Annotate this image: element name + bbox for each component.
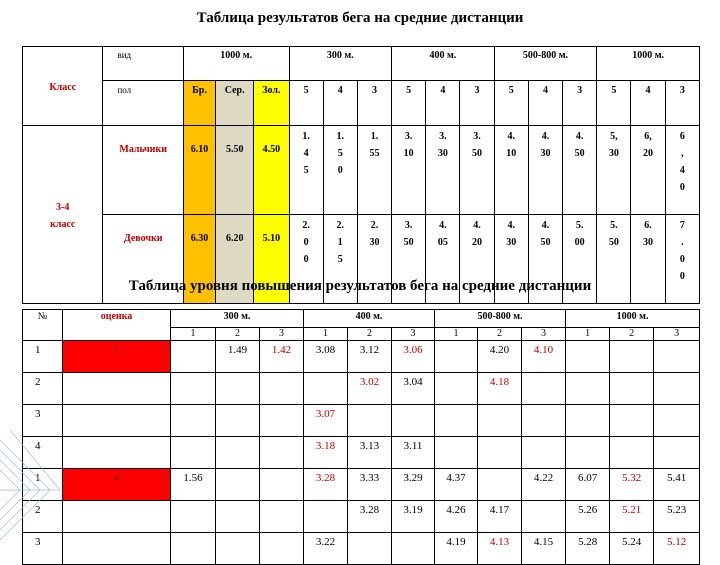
result-cell: 3.07 [304, 405, 348, 437]
result-cell [566, 341, 610, 373]
result-cell [654, 373, 700, 405]
girls-result-cell: 4. 05 [426, 215, 460, 304]
result-cell [304, 501, 348, 533]
result-cell: 5.24 [610, 533, 654, 565]
girls-result-cell: 2. 1 5 [323, 215, 357, 304]
dist-header-300: 300 м. [289, 47, 392, 81]
attempt-number-header: 2 [216, 328, 260, 341]
pol-label: пол [103, 81, 183, 126]
grade-header: 5 [289, 81, 323, 126]
grade-header: 4 [323, 81, 357, 126]
dist-header-1000a: 1000 м. [183, 47, 289, 81]
attempt-number-header: 1 [304, 328, 348, 341]
girls-result-cell: 4. 50 [528, 215, 562, 304]
boys-label: Мальчики [103, 126, 183, 215]
girls-result-cell: 2. 0 0 [289, 215, 323, 304]
improvement-table [22, 309, 700, 565]
result-cell: 5.28 [566, 533, 610, 565]
result-cell: 5.12 [654, 533, 700, 565]
result-cell: 3.08 [304, 341, 348, 373]
result-cell: 3.28 [304, 469, 348, 501]
boys-result-cell: 6 , 4 0 [665, 126, 699, 215]
result-cell [171, 373, 216, 405]
result-cell: 4.19 [435, 533, 478, 565]
girls-bronze: 6.30 [183, 215, 215, 304]
grade-header: 5 [392, 81, 426, 126]
results-table [22, 46, 700, 304]
girls-result-cell: 4. 20 [460, 215, 494, 304]
result-cell: 4.10 [522, 341, 566, 373]
result-cell: 3.13 [348, 437, 392, 469]
result-cell: 3.22 [304, 533, 348, 565]
class-header: Класс [23, 47, 103, 126]
grade-col-header: оценка [63, 310, 171, 341]
result-cell: 5.21 [610, 501, 654, 533]
result-cell [392, 405, 435, 437]
result-cell [260, 469, 304, 501]
boys-result-cell: 3. 30 [426, 126, 460, 215]
table-row [23, 437, 700, 469]
row-number: 2 [23, 373, 63, 405]
boys-result-cell: 3. 10 [392, 126, 426, 215]
row-number: 1 [23, 469, 63, 501]
boys-result-cell: 1. 5 0 [323, 126, 357, 215]
grade-header: 4 [528, 81, 562, 126]
result-cell [260, 373, 304, 405]
result-cell: 4.18 [478, 373, 522, 405]
t2-dist-400: 400 м. [304, 310, 435, 328]
result-cell [260, 405, 304, 437]
boys-silver: 5.50 [216, 126, 254, 215]
result-cell [435, 373, 478, 405]
result-cell [216, 501, 260, 533]
grade-header: 5 [494, 81, 528, 126]
boys-result-cell: 4. 50 [563, 126, 597, 215]
grade-cell [63, 437, 171, 469]
result-cell [566, 373, 610, 405]
attempt-number-header: 3 [392, 328, 435, 341]
medal-bronze: Бр. [183, 81, 215, 126]
result-cell: 3.11 [392, 437, 435, 469]
result-cell: 4.13 [478, 533, 522, 565]
grade-header: 3 [460, 81, 494, 126]
result-cell: 4.17 [478, 501, 522, 533]
girls-result-cell: 4. 30 [494, 215, 528, 304]
attempt-number-header: 1 [435, 328, 478, 341]
grade-header: 5 [597, 81, 631, 126]
result-cell [216, 437, 260, 469]
attempt-number-header: 2 [610, 328, 654, 341]
result-cell [566, 405, 610, 437]
table2-title: Таблица уровня повышения результатов бега на средние дистанции [128, 278, 592, 294]
grade-header: 3 [357, 81, 391, 126]
result-cell: 3.28 [348, 501, 392, 533]
result-cell [392, 533, 435, 565]
result-cell [216, 373, 260, 405]
attempt-number-header: 3 [654, 328, 700, 341]
result-cell: 1.56 [171, 469, 216, 501]
t2-dist-500-800: 500-800 м. [435, 310, 566, 328]
row-number: 3 [23, 533, 63, 565]
boys-result-cell: 4. 10 [494, 126, 528, 215]
girls-result-cell: 5. 00 [563, 215, 597, 304]
row-number: 4 [23, 437, 63, 469]
class-value: 3-4 класс [23, 126, 103, 304]
table-row [23, 533, 700, 565]
result-cell: 3.18 [304, 437, 348, 469]
attempt-number-header: 1 [566, 328, 610, 341]
boys-gold: 4.50 [254, 126, 289, 215]
result-cell: 5.41 [654, 469, 700, 501]
table-row [23, 373, 700, 405]
boys-result-cell: 5, 30 [597, 126, 631, 215]
girls-result-cell: 6. 30 [631, 215, 665, 304]
result-cell: 3.29 [392, 469, 435, 501]
result-cell [216, 533, 260, 565]
row-number: 2 [23, 501, 63, 533]
result-cell [260, 533, 304, 565]
result-cell [304, 373, 348, 405]
girls-result-cell: 5. 50 [597, 215, 631, 304]
num-header: № [23, 310, 63, 341]
result-cell [654, 341, 700, 373]
grade-cell [63, 533, 171, 565]
result-cell: 3.12 [348, 341, 392, 373]
t2-dist-300: 300 м. [171, 310, 304, 328]
result-cell [435, 437, 478, 469]
boys-result-cell: 1. 55 [357, 126, 391, 215]
result-cell [435, 341, 478, 373]
result-cell [522, 373, 566, 405]
result-cell [216, 405, 260, 437]
result-cell [348, 405, 392, 437]
boys-result-cell: 3. 50 [460, 126, 494, 215]
result-cell: 4.20 [478, 341, 522, 373]
result-cell [522, 405, 566, 437]
result-cell: 4.26 [435, 501, 478, 533]
girls-result-cell: 3. 50 [392, 215, 426, 304]
result-cell: 3.19 [392, 501, 435, 533]
result-cell: 3.02 [348, 373, 392, 405]
result-cell [610, 373, 654, 405]
result-cell [171, 437, 216, 469]
grade-cell [63, 501, 171, 533]
result-cell: 4.37 [435, 469, 478, 501]
boys-result-cell: 4. 30 [528, 126, 562, 215]
boys-result-cell: 6, 20 [631, 126, 665, 215]
table1-title: Таблица результатов бега на средние дистанции [196, 10, 524, 26]
grade-cell: 5 [63, 341, 171, 373]
result-cell: 5.26 [566, 501, 610, 533]
result-cell [171, 533, 216, 565]
girls-silver: 6.20 [216, 215, 254, 304]
result-cell: 4.22 [522, 469, 566, 501]
girls-gold: 5.10 [254, 215, 289, 304]
result-cell: 3.04 [392, 373, 435, 405]
result-cell [478, 405, 522, 437]
result-cell: 6.07 [566, 469, 610, 501]
medal-silver: Сер. [216, 81, 254, 126]
result-cell [522, 437, 566, 469]
decorative-pattern [0, 430, 60, 540]
medal-gold: Зол. [254, 81, 289, 126]
result-cell: 1.42 [260, 341, 304, 373]
result-cell [654, 437, 700, 469]
result-cell [566, 437, 610, 469]
boys-result-cell: 1. 4 5 [289, 126, 323, 215]
result-cell [216, 469, 260, 501]
result-cell: 1.49 [216, 341, 260, 373]
result-cell [171, 501, 216, 533]
grade-cell: 4 [63, 469, 171, 501]
result-cell [171, 341, 216, 373]
attempt-number-header: 2 [348, 328, 392, 341]
result-cell [435, 405, 478, 437]
dist-header-1000b: 1000 м. [597, 47, 700, 81]
result-cell [478, 437, 522, 469]
result-cell [348, 533, 392, 565]
result-cell [610, 341, 654, 373]
attempt-number-header: 3 [522, 328, 566, 341]
result-cell [478, 469, 522, 501]
grade-cell [63, 373, 171, 405]
attempt-number-header: 1 [171, 328, 216, 341]
result-cell [522, 501, 566, 533]
result-cell: 4.15 [522, 533, 566, 565]
row-number: 1 [23, 341, 63, 373]
result-cell [260, 501, 304, 533]
dist-header-500-800: 500-800 м. [494, 47, 597, 81]
result-cell [610, 437, 654, 469]
result-cell: 5.32 [610, 469, 654, 501]
table-row [23, 469, 700, 501]
girls-result-cell: 2. 30 [357, 215, 391, 304]
dist-header-400: 400 м. [392, 47, 495, 81]
result-cell: 3.06 [392, 341, 435, 373]
result-cell [610, 405, 654, 437]
row-number: 3 [23, 405, 63, 437]
girls-result-cell: 7 . 0 0 [665, 215, 699, 304]
vid-label: вид [103, 47, 183, 81]
result-cell [171, 405, 216, 437]
table-row [23, 501, 700, 533]
table-row [23, 341, 700, 373]
girls-label: Девочки [103, 215, 183, 304]
attempt-number-header: 3 [260, 328, 304, 341]
result-cell: 3.33 [348, 469, 392, 501]
grade-cell [63, 405, 171, 437]
table-row [23, 405, 700, 437]
result-cell: 5.23 [654, 501, 700, 533]
attempt-number-header: 2 [478, 328, 522, 341]
result-cell [260, 437, 304, 469]
grade-header: 4 [631, 81, 665, 126]
grade-header: 4 [426, 81, 460, 126]
grade-header: 3 [665, 81, 699, 126]
result-cell [654, 405, 700, 437]
grade-header: 3 [563, 81, 597, 126]
boys-bronze: 6.10 [183, 126, 215, 215]
t2-dist-1000: 1000 м. [566, 310, 700, 328]
